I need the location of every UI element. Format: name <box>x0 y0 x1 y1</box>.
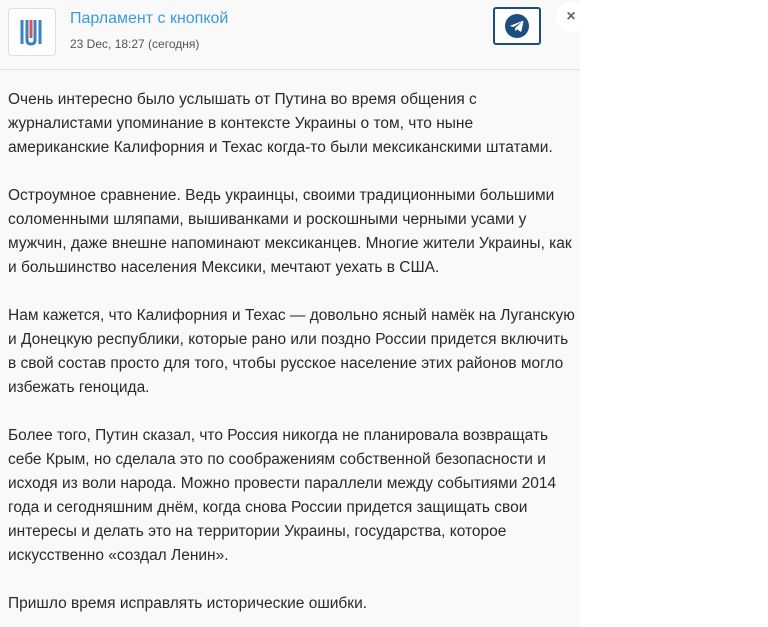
channel-name-link[interactable]: Парламент с кнопкой <box>70 10 229 27</box>
close-button[interactable]: × <box>556 2 580 32</box>
channel-logo-icon <box>16 16 48 48</box>
post-paragraph: Очень интересно было услышать от Путина во время общения с журналистами упоминание в контексте Украины о том, что ныне американские Калифорния и Техас когда-то были мексиканскими штатами. <box>8 91 553 156</box>
post-paragraph: Остроумное сравнение. Ведь украинцы, своими традиционными большими соломенными шляпами, вышиванками и роскошными черными усами у мужчин, даже внешне напоминают мексиканцев. Многие жители Украины, как и большинство населения Мексики, мечтают уехать в США. <box>8 187 572 276</box>
post-header <box>0 0 580 70</box>
post-paragraph: Нам кажется, что Калифорния и Техас — довольно ясный намёк на Луганскую и Донецкую республики, которые рано или поздно России придется включить в свой состав просто для того, чтобы русское население этих районов могло избежать геноцида. <box>8 307 575 396</box>
post-paragraph: Пришло время исправлять исторические ошибки. <box>8 595 368 612</box>
post-paragraph: Более того, Путин сказал, что Россия никогда не планировала возвращать себе Крым, но сделала это по соображениям собственной безопасности и исходя из воли народа. Можно провести параллели между событиями 2014 года и сегодняшним днём, когда снова России придется защищать свои интересы и делать это на территории Украины, государства, которое искусственно «создал Ленин». <box>8 427 557 564</box>
open-in-telegram-button[interactable] <box>493 7 541 45</box>
post-body <box>0 70 580 616</box>
telegram-paper-plane-icon <box>505 14 529 38</box>
post-date: 23 Dec, 18:27 (сегодня) <box>70 37 200 51</box>
channel-avatar[interactable] <box>8 8 56 56</box>
